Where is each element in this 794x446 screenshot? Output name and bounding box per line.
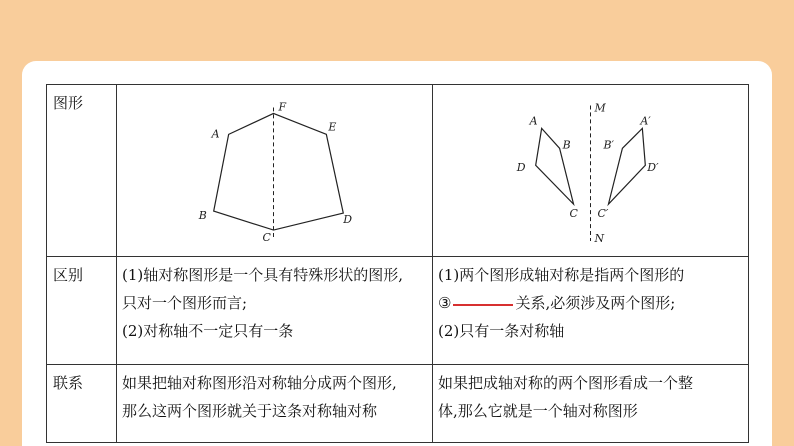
point-label-c-right: C′ [597,207,609,221]
hexagon-figure [117,85,432,256]
hexagon-shape [214,113,344,230]
circled-number-3: ③ [438,293,452,312]
point-label-d-left: D [516,161,526,175]
difference-right-line-2 [438,289,748,317]
difference-right-cell [433,256,749,365]
point-label-d: D [343,213,353,227]
point-label-m: M [594,101,606,115]
difference-left-line-3: (2)对称轴不一定只有一条 [122,321,294,340]
point-label-b-left: B [562,138,571,152]
point-label-b-right: B′ [603,138,615,152]
difference-left-line-1: (1)轴对称图形是一个具有特殊形状的图形, [122,265,404,284]
point-label-a: A [211,127,220,141]
comparison-table [46,84,749,443]
point-label-e: E [328,120,337,134]
row-label-figure: 图形 [47,85,117,257]
point-label-n: N [594,232,605,246]
point-label-c-left: C [569,207,578,221]
point-label-a-right: A′ [640,114,651,128]
row-label-difference: 区别 [47,256,117,365]
table-row-figure [47,85,749,257]
difference-right-line-1: (1)两个图形成轴对称是指两个图形的 [438,265,685,284]
figure-cell-two-shapes [433,85,749,257]
difference-right-line-2-tail: 关系,必须涉及两个图形; [515,293,676,312]
relation-right-line-1: 如果把成轴对称的两个图形看成一个整 [438,374,694,393]
relation-right-line-2: 体,那么它就是一个轴对称图形 [438,402,638,421]
difference-right-line-3: (2)只有一条对称轴 [438,321,565,340]
relation-right-cell [433,365,749,443]
point-label-f: F [278,100,287,114]
point-label-a-left: A [529,114,538,128]
difference-left-line-2: 只对一个图形而言; [122,293,248,312]
point-label-b: B [198,209,207,223]
quadrilaterals-figure [433,85,748,256]
table-row-relation [47,365,749,443]
relation-left-cell [117,365,433,443]
table-row-difference [47,256,749,365]
relation-left-line-2: 那么这两个图形就关于这条对称轴对称 [122,402,378,421]
fill-in-blank[interactable] [453,304,513,306]
figure-cell-axisymmetric [117,85,433,257]
difference-left-cell [117,256,433,365]
content-card [22,61,772,446]
point-label-d-right: D′ [647,161,659,175]
point-label-c: C [262,231,271,245]
row-label-relation: 联系 [47,365,117,443]
relation-left-line-1: 如果把轴对称图形沿对称轴分成两个图形, [122,374,397,393]
